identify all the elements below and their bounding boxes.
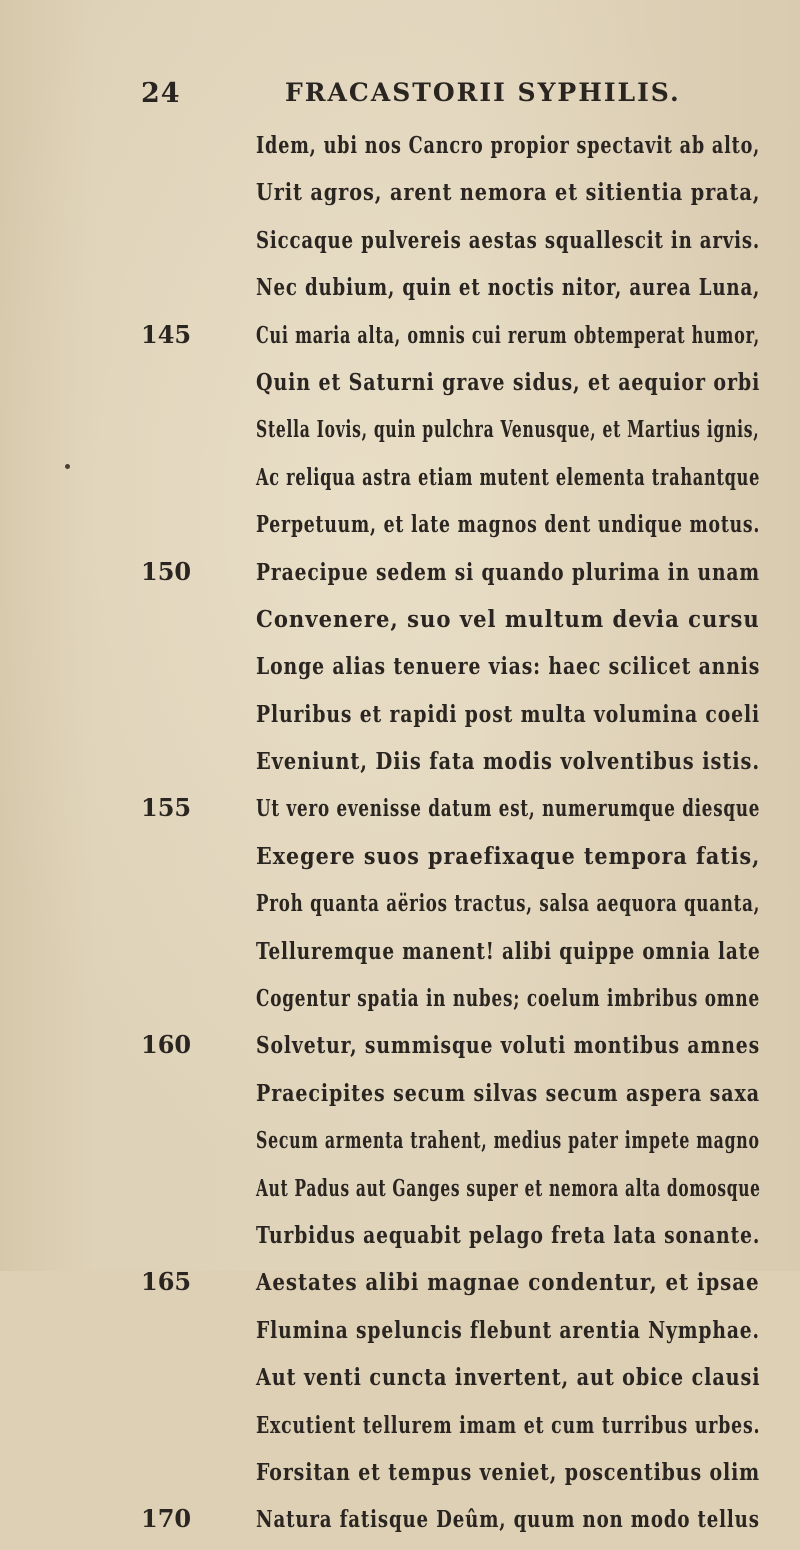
verse-line: [0, 1502, 800, 1549]
verse-text: Praecipites secum silvas secum aspera saxa: [256, 1078, 760, 1107]
running-title: FRACASTORII SYPHILIS.: [285, 78, 681, 107]
verse-line: [0, 886, 800, 933]
verse-text: Aut Padus aut Ganges super et nemora alta domosque: [256, 1173, 761, 1202]
verse-line: [0, 270, 800, 317]
line-number: 160: [141, 1030, 192, 1060]
verse-line: [0, 412, 800, 459]
verse-text: Praecipue sedem si quando plurima in unam: [256, 557, 761, 586]
verse-line: [0, 602, 800, 649]
verse-text: Flumina speluncis flebunt arentia Nymphae.: [256, 1315, 760, 1344]
verse-line: [0, 128, 800, 175]
page-header: [0, 78, 800, 112]
verse-text: Turbidus aequabit pelago freta lata sonante.: [256, 1220, 761, 1249]
verse-line: [0, 1265, 800, 1312]
verse-line: [0, 1455, 800, 1502]
verse-text: Longe alias tenuere vias: haec scilicet annis: [256, 652, 761, 681]
verse-line: [0, 697, 800, 744]
verse-line: [0, 318, 800, 365]
verse-text: Excutient tellurem imam et cum turribus urbes.: [256, 1410, 761, 1439]
verse-text: Exegere suos praefixaque tempora fatis,: [256, 841, 761, 870]
verse-text: Aut venti cuncta invertent, aut obice clausi: [256, 1363, 761, 1392]
verse-line: [0, 1408, 800, 1455]
verse-text: Natura fatisque Deûm, quum non modo tellus: [256, 1505, 760, 1534]
verse-text: Ut vero evenisse datum est, numerumque diesque: [256, 794, 761, 823]
verse-text: Telluremque manent! alibi quippe omnia late: [256, 936, 761, 965]
verse-text: Cui maria alta, omnis cui rerum obtemperat humor,: [256, 320, 760, 349]
verse-line: [0, 744, 800, 791]
verse-text: Idem, ubi nos Cancro propior spectavit ab alto,: [256, 131, 761, 159]
verse-line: [0, 791, 800, 838]
verse-text: Siccaque pulvereis aestas squallescit in arvis.: [256, 225, 761, 254]
verse-line: [0, 1171, 800, 1218]
verse-line: [0, 1123, 800, 1170]
verse-text: Pluribus et rapidi post multa volumina coeli: [256, 699, 760, 728]
line-number: 145: [141, 319, 192, 349]
line-number: 165: [141, 1267, 192, 1297]
verse-text: Convenere, suo vel multum devia cursu: [256, 604, 760, 633]
line-number: 155: [141, 793, 192, 823]
verse-line: [0, 460, 800, 507]
verse-line: [0, 507, 800, 554]
verse-line: [0, 365, 800, 412]
verse-line: [0, 1360, 800, 1407]
verse-text: Ac reliqua astra etiam mutent elementa trahantque: [256, 462, 761, 491]
page-number: 24: [141, 78, 181, 109]
verse-text: Secum armenta trahent, medius pater impete magno: [256, 1126, 760, 1155]
verse-text: Perpetuum, et late magnos dent undique motus.: [256, 510, 761, 539]
verse-text: Forsitan et tempus veniet, poscentibus olim: [256, 1457, 761, 1486]
verse-line: [0, 1313, 800, 1360]
verse-line: [0, 1028, 800, 1075]
verse-line: [0, 555, 800, 602]
verse-line: [0, 839, 800, 886]
verse-line: [0, 1218, 800, 1265]
verse-line: [0, 934, 800, 981]
verse-text: Stella Iovis, quin pulchra Venusque, et Martius ignis,: [256, 415, 760, 444]
line-number: 170: [141, 1504, 192, 1534]
verse-text: Nec dubium, quin et noctis nitor, aurea Luna,: [256, 273, 761, 302]
verse-line: [0, 223, 800, 270]
verse-line: [0, 649, 800, 696]
verse-text: Eveniunt, Diis fata modis volventibus istis.: [256, 747, 760, 776]
verse-line: [0, 1076, 800, 1123]
verse-text: Cogentur spatia in nubes; coelum imbribus omne: [256, 984, 760, 1013]
verse-text: Solvetur, summisque voluti montibus amnes: [256, 1031, 761, 1060]
verse-block: [0, 128, 800, 1550]
verse-text: Quin et Saturni grave sidus, et aequior orbi: [256, 367, 761, 396]
verse-text: Urit agros, arent nemora et sitientia prata,: [256, 178, 761, 207]
verse-text: Aestates alibi magnae condentur, et ipsae: [256, 1268, 760, 1297]
verse-line: [0, 981, 800, 1028]
verse-line: [0, 175, 800, 222]
line-number: 150: [141, 556, 192, 586]
verse-text: Proh quanta aërios tractus, salsa aequora quanta,: [256, 889, 761, 918]
